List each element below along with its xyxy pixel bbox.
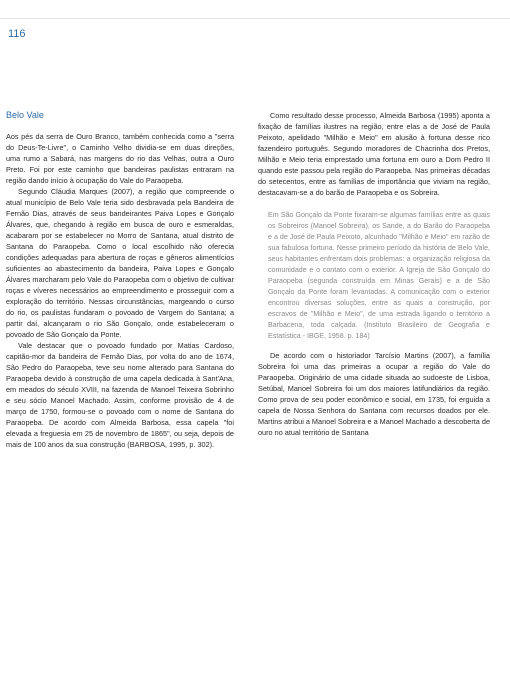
header-rule	[0, 18, 510, 19]
spacer	[258, 198, 490, 204]
block-quote: Em São Gonçalo da Ponte fixaram-se algumas famílias entre as quais os Sobreiros (Manoel Sobreira), os Sande, a do Barão do Paraopeba e a de José de Paula Peixoto, alcunhado "Milhão e Meio" em razão de sua fabulosa fortuna. Nesse primeiro período da história de Belo Vale, seus habitantes enfrentam dois problemas: a organização religiosa da comunidade e o contato com o exterior. A Igreja de São Gonçalo do Paraopeba (segunda construída em Minas Gerais) e a de São Gonçalo da Ponte foram levantadas. A comunicação com o exterior encontrou diversas soluções, entre as quais a construção, por escravos de "Milhão e Meio", de uma estrada ligando o território a Barbacena, toda calçada. (Instituto Brasileiro de Geografia e Estatística - IBGE, 1958. p. 184)	[268, 211, 490, 340]
right-column	[258, 110, 490, 438]
page-number: 116	[8, 28, 26, 40]
paragraph: De acordo com o historiador Tarcísio Martins (2007), a família Sobreira foi uma das primeiras a ocupar a região do Vale do Paraopeba. Originário de uma cidade situada ao sudoeste de Lisboa, Setúbal, Manoel Sobreira foi um dos maiores latifundiários da região. Como prova de seu poder econômico e social, em 1735, foi erguida a capela de Nossa Senhora do Santana com recursos doados por ele. Martins atribui a Manoel Sobreira e a Manoel Machado a descoberta de ouro no atual território de Santana	[258, 351, 491, 437]
section-title: Belo Vale	[6, 110, 44, 120]
paragraph: Vale destacar que o povoado fundado por Matias Cardoso, capitão-mor da bandeira de Fernão Dias, por volta do ano de 1674, São Pedro do Paraopeba, teve seu nome alterado para Santana do Paraopeba devido à construção de uma capela dedicada à Sant'Ana, em meados do século XVIII, na fazenda de Manoel Teixeira Sobrinho e seu sócio Manoel Machado. Assim, conforme provisão de 4 de março de 1750, formou-se o povoado com o nome de Santana do Paraopeba. De acordo com Almeida Barbosa, essa capela "foi elevada a freguesia em 25 de novembro de 1865", ou seja, depois de mais de 100 anos da sua construção (BARBOSA, 1995, p. 302).	[6, 341, 234, 449]
left-column	[6, 110, 234, 450]
paragraph: Segundo Cláudia Marques (2007), a região que compreende o atual município de Belo Vale teria sido desbravada pela Bandeira de Fernão Dias, através de seus bandeirantes Paiva Lopes e Gonçalo Álvares, que, chegando à região em busca de ouro e esmeraldas, acabaram por se estabelecer no Morro de Santana, atual distrito de Santana do Paraopeba. Como o local escolhido não oferecia condições adequadas para abertura de roças e gêneros alimentícios suficientes ao abastecimento da bandeira, Paiva Lopes e Gonçalo Álvares marcharam pelo Vale do Paraopeba com o objetivo de cultivar roças e víveres necessários ao empreendimento e prosseguir com a exploração do território. Nessas circunstâncias, margeando o curso do rio, os paulistas fundaram o povoado de Vargem do Santana; a partir daí, alcançaram o rio São Gonçalo, onde estabeleceram o povoado de São Gonçalo da Ponte.	[6, 187, 234, 339]
paragraph: Aos pés da serra de Ouro Branco, também conhecida como a "serra do Deus-Te-Livre", o Caminho Velho dividia-se em duas direções, uma rumo a Sabará, nas margens do rio das Velhas, outra a Ouro Preto. Foi por este caminho que bandeiras paulistas entraram na região dando início à ocupação do Vale do Paraopeba.	[6, 132, 234, 185]
paragraph: Como resultado desse processo, Almeida Barbosa (1995) aponta a fixação de famílias ilustres na região, entre elas a de José de Paula Peixoto, apelidado "Milhão e Meio" em alusão à fortuna desse rico fazendeiro português. Segundo moradores de Chacrinha dos Pretos, Milhão e Meio teria emprestado uma fortuna em ouro a Dom Pedro II quando este passou pela região do Paraopeba. Nas primeiras décadas do setecentos, entre as famílias de importância que viviam na região, destacavam-se a do barão de Paraopeba e os Sobreira.	[258, 111, 490, 197]
